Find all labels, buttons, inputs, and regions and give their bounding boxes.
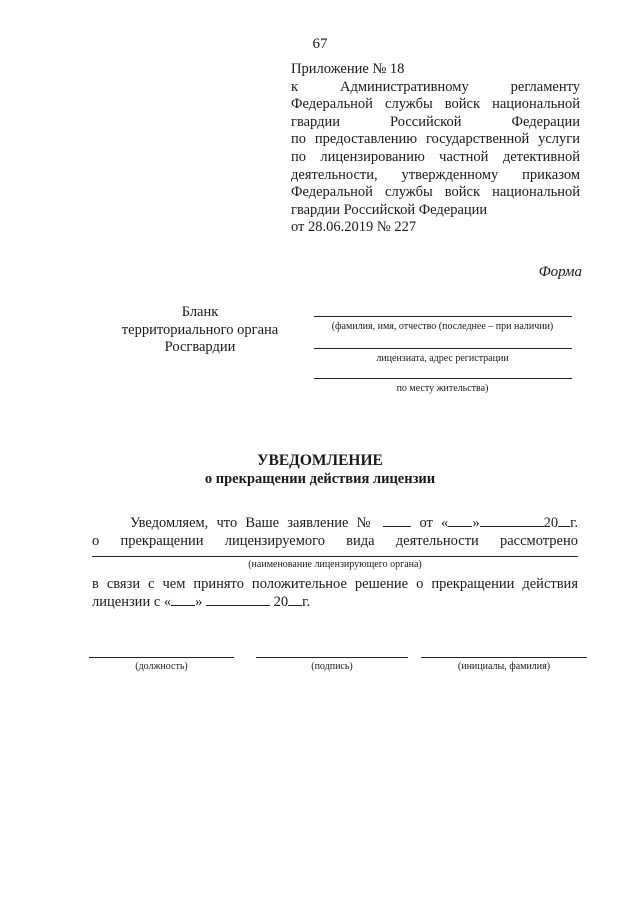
annex-line: Федеральной службы войск национальной bbox=[291, 96, 580, 113]
date-day-blank[interactable] bbox=[448, 514, 472, 527]
body-line-1: Уведомляем, что Ваше заявление № от « » 20 г. bbox=[130, 515, 578, 531]
date-year-blank[interactable] bbox=[558, 514, 570, 527]
termination-day-blank[interactable] bbox=[171, 593, 195, 606]
body-line-2: о прекращении лицензируемого вида деятельности рассмотрено bbox=[92, 533, 578, 549]
recipient-name-line[interactable] bbox=[314, 316, 572, 317]
annex-line: Приложение № 18 bbox=[291, 61, 405, 77]
name-caption: (инициалы, фамилия) bbox=[457, 661, 551, 672]
recipient-caption: лицензиата, адрес регистрации bbox=[376, 353, 509, 364]
body-line-4: лицензии с « » 20 г. bbox=[92, 594, 311, 610]
letterhead-line: Росгвардии bbox=[164, 339, 236, 355]
termination-year-blank[interactable] bbox=[288, 593, 302, 606]
recipient-caption: (фамилия, имя, отчество (последнее – при наличии) bbox=[331, 321, 554, 332]
signature-caption: (подпись) bbox=[311, 661, 353, 672]
termination-month-blank[interactable] bbox=[206, 593, 270, 606]
recipient-caption: по месту жительства) bbox=[396, 383, 489, 394]
position-caption: (должность) bbox=[135, 661, 188, 672]
recipient-address-line[interactable] bbox=[314, 348, 572, 349]
annex-header bbox=[291, 61, 580, 237]
annex-line: гвардии Российской Федерации bbox=[291, 201, 488, 218]
date-month-blank[interactable] bbox=[480, 514, 544, 527]
annex-line: по лицензированию частной детективной bbox=[291, 148, 580, 165]
annex-line: гвардии Российской Федерации bbox=[291, 113, 580, 130]
signature-line[interactable] bbox=[256, 657, 408, 658]
body-line-3: в связи с чем принято положительное решение о прекращении действия bbox=[92, 576, 578, 592]
annex-line: по предоставлению государственной услуги bbox=[291, 131, 580, 148]
letterhead-line: Бланк bbox=[181, 304, 219, 320]
annex-line: к Административному регламенту bbox=[291, 78, 580, 95]
application-number-blank[interactable] bbox=[383, 514, 411, 527]
recipient-residence-line[interactable] bbox=[314, 378, 572, 379]
position-line[interactable] bbox=[89, 657, 234, 658]
document-title: УВЕДОМЛЕНИЕ bbox=[257, 452, 383, 469]
annex-line: Федеральной службы войск национальной bbox=[291, 184, 580, 201]
name-line[interactable] bbox=[421, 657, 587, 658]
annex-line: деятельности, утвержденному приказом bbox=[291, 166, 580, 183]
licensing-authority-caption: (наименование лицензирующего органа) bbox=[248, 559, 422, 570]
form-label: Форма bbox=[538, 264, 582, 280]
letterhead-line: территориального органа bbox=[121, 321, 279, 338]
page-number: 67 bbox=[312, 36, 328, 52]
licensing-authority-line[interactable] bbox=[92, 556, 578, 557]
letterhead-block bbox=[100, 304, 300, 357]
annex-line: от 28.06.2019 № 227 bbox=[291, 219, 417, 236]
document-subtitle: о прекращении действия лицензии bbox=[204, 471, 436, 487]
